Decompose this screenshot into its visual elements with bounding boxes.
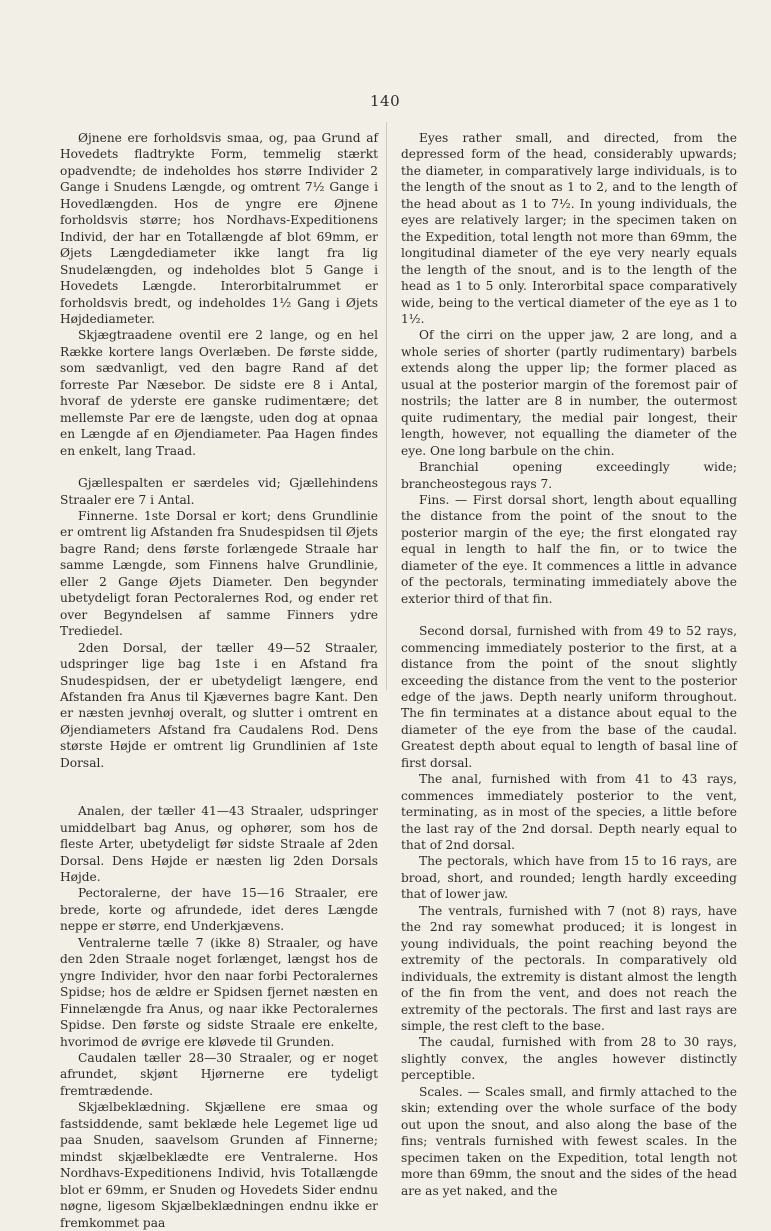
- danish-paragraph: Skjægtraadene oventil ere 2 lange, og en hel Række kortere langs Overlæben. De første sidde, som sædvanligt, ved den bagre Rand af det forreste Par Næsebor. De sidste ere 8 i Antal, hvoraf de yderste ere ganske rudimentære; det mellemste Par ere de længste, uden dog at opnaa en Længde af en Øjendiameter. Paa Hagen findes en enkelt, lang Traad.: [60, 328, 378, 458]
- danish-paragraph: Finnerne. 1ste Dorsal er kort; dens Grundlinie er omtrent lig Afstanden fra Snudespidsen til Øjets bagre Rand; dens første forlængede Straale har samme Længde, som Finnens halve Grundlinie, eller 2 Gange Øjets Diameter. Den begynder ubetydeligt foran Pectoralernes Rod, og ender ret over Begyndelsen af samme Finners ydre Trediedel.: [60, 508, 378, 639]
- english-paragraph: The anal, furnished with from 41 to 43 rays, commences immediately posterior to the vent, terminating, as in most of the species, a little before the last ray of the 2nd dorsal. Depth nearly equal to that of 2nd dorsal.: [401, 772, 737, 853]
- english-paragraph: Eyes rather small, and directed, from the depressed form of the head, considerably upwards; the diameter, in comparatively large individuals, is to the length of the snout as 1 to 2, and to the length of the head about as 1 to 7½. In young individuals, the eyes are relatively larger; in the specimen taken on the Expedition, total length not more than 69mm, the longitudinal diameter of the eye very nearly equals the length of the snout, and is to the length of the head as 1 to 5 only. Interorbital space comparatively wide, being to the vertical diameter of the eye as 1 to 1½.: [401, 131, 737, 326]
- english-paragraph: Second dorsal, furnished with from 49 to 52 rays, commencing immediately posterior to the first, at a distance from the point of the snout slightly exceeding the distance from the vent to the posterior edge of the jaws. Depth nearly uniform throughout. The fin terminates at a distance about equal to the diameter of the eye from the base of the caudal. Greatest depth about equal to length of basal line of first dorsal.: [401, 624, 737, 770]
- english-paragraph: The caudal, furnished with from 28 to 30 rays, slightly convex, the angles however distinctly perceptible.: [401, 1035, 737, 1083]
- danish-paragraph: Gjællespalten er særdeles vid; Gjællehindens Straaler ere 7 i Antal.: [60, 476, 378, 507]
- english-paragraph: The pectorals, which have from 15 to 16 rays, are broad, short, and rounded; length hardly exceeding that of lower jaw.: [401, 854, 737, 902]
- english-paragraph: Of the cirri on the upper jaw, 2 are long, and a whole series of shorter (partly rudimentary) barbels extends along the upper lip; the former placed as usual at the posterior margin of the foremost pair of nostrils; the latter are 8 in number, the outermost quite rudimentary, the medial pair longest, their length, however, not equalling the diameter of the eye. One long barbule on the chin.: [401, 328, 737, 458]
- column-divider: [386, 122, 387, 690]
- danish-paragraph: Analen, der tæller 41—43 Straaler, udspringer umiddelbart bag Anus, og ophører, som hos de fleste Arter, ubetydeligt før sidste Straale af 2den Dorsal. Dens Højde er næsten lig 2den Dorsals Højde.: [60, 804, 378, 885]
- danish-paragraph: 2den Dorsal, der tæller 49—52 Straaler, udspringer lige bag 1ste i en Afstand fra Snudespidsen, der er ubetydeligt længere, end Afstanden fra Anus til Kjævernes bagre Kant. Den er næsten jevnhøj overalt, og slutter i omtrent en Øjendiameters Afstand fra Caudalens Rod. Dens største Højde er omtrent lig Grundlinien af 1ste Dorsal.: [60, 640, 378, 770]
- page-number: 140: [370, 92, 401, 110]
- english-paragraph: Fins. — First dorsal short, length about equalling the distance from the point of the snout to the posterior margin of the eye; the first elongated ray equal in length to half the fin, or to twice the diameter of the eye. It commences a little in advance of the pectorals, terminating immediately above the exterior third of that fin.: [401, 492, 737, 606]
- english-paragraph: Scales. — Scales small, and firmly attached to the skin; extending over the whole surface of the body out upon the snout, and also along the base of the fins; ventrals furnished with fewest scales. In the specimen taken on the Expedition, total length not more than 69mm, the snout and the sides of the head are as yet naked, and the: [401, 1084, 737, 1198]
- danish-paragraph: Ventralerne tælle 7 (ikke 8) Straaler, og have den 2den Straale noget forlænget, længst hos de yngre Individer, hvor den naar forbi Pectoralernes Spidse; hos de ældre er Spidsen fjernet næsten en Finnelængde fra Anus, og naar ikke Pectoralernes Spidse. Den første og sidste Straale ere enkelte, hvorimod de øvrige ere kløvede til Grunden.: [60, 935, 378, 1049]
- danish-paragraph: Skjælbeklædning. Skjællene ere smaa og fastsiddende, samt beklæde hele Legemet lige ud paa Snuden, saavelsom Grunden af Finnerne; mindst skjælbeklædte ere Ventralerne. Hos Nordhavs-Expeditionens Individ, hvis Totallængde blot er 69mm, er Snuden og Hovedets Sider endnu nøgne, ligesom Skjælbeklædningen endnu ikke er fremkommet paa: [60, 1100, 378, 1230]
- danish-paragraph: Pectoralerne, der have 15—16 Straaler, ere brede, korte og afrundede, idet deres Længde neppe er større, end Underkjævens.: [60, 886, 378, 934]
- english-column: [401, 130, 737, 1199]
- danish-paragraph: Øjnene ere forholdsvis smaa, og, paa Grund af Hovedets fladtrykte Form, temmelig stærkt opadvendte; de indeholdes hos større Individer 2 Gange i Snudens Længde, og omtrent 7½ Gange i Hovedlængden. Hos de yngre ere Øjnene forholdsvis større; hos Nordhavs-Expeditionens Individ, der har en Totallængde af blot 69mm, er Øjets Længdediameter ikke langt fra lig Snudelængden, og indeholdes blot 5 Gange i Hovedets Længde. Interorbitalrummet er forholdsvis bredt, og indeholdes 1½ Gang i Øjets Højdediameter.: [60, 131, 378, 326]
- danish-paragraph: Caudalen tæller 28—30 Straaler, og er noget afrundet, skjønt Hjørnerne ere tydeligt fremtrædende.: [60, 1051, 378, 1098]
- danish-column: [60, 130, 378, 1231]
- english-paragraph: Branchial opening exceedingly wide; brancheostegous rays 7.: [401, 460, 737, 491]
- english-paragraph: The ventrals, furnished with 7 (not 8) rays, have the 2nd ray somewhat produced; it is longest in young individuals, the point reaching beyond the extremity of the pectorals. In comparatively old individuals, the extremity is distant almost the length of the fin from the vent, and does not reach the extremity of the pectorals. The first and last rays are simple, the rest cleft to the base.: [401, 903, 737, 1034]
